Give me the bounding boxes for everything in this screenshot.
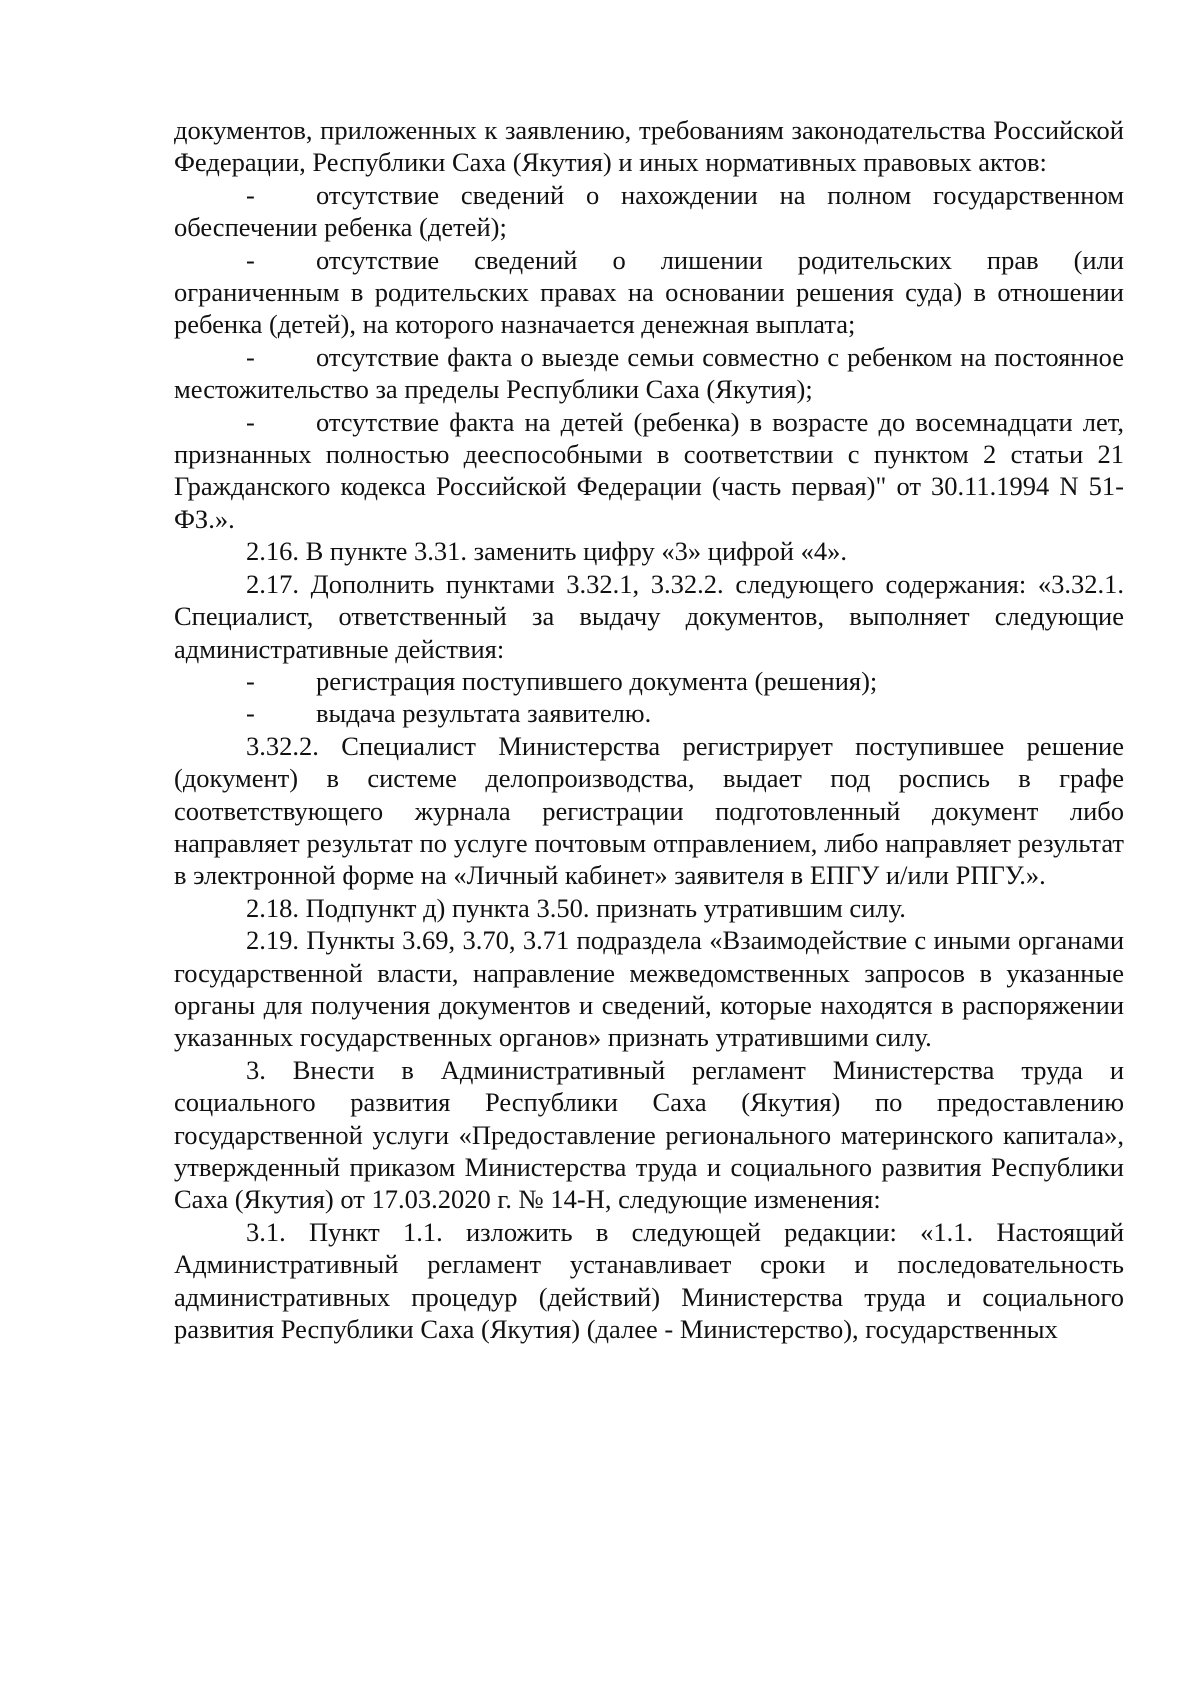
paragraph-3-32-2: 3.32.2. Специалист Министерства регистрирует поступившее решение (документ) в системе делопроизводства, выдает под роспись в графе соответствующего журнала регистрации подготовленный документ либо направляет результат по услуге почтовым отправлением, либо направляет результат в электронной форме на «Личный кабинет» заявителя в ЕПГУ и/или РПГУ.». — [174, 730, 1124, 891]
paragraph-3-1: 3.1. Пункт 1.1. изложить в следующей редакции: «1.1. Настоящий Административный регламент устанавливает сроки и последовательность административных процедур (действий) Министерства труда и социального развития Республики Саха (Якутия) (далее - Министерство), государственных — [174, 1216, 1124, 1345]
list-item-dash-6 — [174, 697, 1124, 729]
dash-marker: - — [246, 665, 255, 696]
paragraph-2-16: 2.16. В пункте 3.31. заменить цифру «3» цифрой «4». — [246, 536, 847, 567]
dash-marker: - — [246, 406, 255, 437]
list-item-dash-5 — [174, 665, 1124, 697]
paragraph-2-19: 2.19. Пункты 3.69, 3.70, 3.71 подраздела «Взаимодействие с иными органами государственной власти, направление межведомственных запросов в указанные органы для получения документов и сведений, которые находятся в распоряжении указанных государственных органов» признать утратившими силу. — [174, 925, 1124, 1053]
document-page — [174, 114, 1124, 1345]
list-item-text: регистрация поступившего документа (решения); — [316, 665, 878, 696]
paragraph-2-18: 2.18. Подпункт д) пункта 3.50. признать утратившим силу. — [246, 892, 906, 923]
list-item-dash-2 — [174, 244, 1124, 341]
paragraph-1: документов, приложенных к заявлению, требованиям законодательства Российской Федерации, Республики Саха (Якутия) и иных нормативных правовых актов: — [174, 115, 1124, 178]
list-item-text: выдача результата заявителю. — [316, 698, 652, 729]
list-item-dash-1 — [174, 179, 1124, 244]
dash-marker: - — [246, 341, 255, 372]
list-item-dash-4 — [174, 406, 1124, 536]
list-item-text: отсутствие факта на детей (ребенка) в возрасте до восемнадцати лет, признанных полностью дееспособными в соответствии с пунктом 2 статьи 21 Гражданского кодекса Российской Федерации (часть первая)" от 30.11.1994 N 51-ФЗ.». — [174, 406, 1124, 534]
dash-marker: - — [246, 698, 255, 729]
list-item-text: отсутствие сведений о лишении родительских прав (или ограниченным в родительских правах на основании решения суда) в отношении ребенка (детей), на которого назначается денежная выплата; — [174, 244, 1124, 340]
list-item-text: отсутствие сведений о нахождении на полном государственном обеспечении ребенка (детей); — [174, 179, 1124, 243]
paragraph-2-17: 2.17. Дополнить пунктами 3.32.1, 3.32.2. следующего содержания: «3.32.1. Специалист, ответственный за выдачу документов, выполняет следующие административные действия: — [174, 568, 1124, 664]
list-item-dash-3 — [174, 341, 1124, 406]
list-item-text: отсутствие факта о выезде семьи совместно с ребенком на постоянное местожительство за пределы Республики Саха (Якутия); — [174, 341, 1124, 405]
dash-marker: - — [246, 244, 255, 275]
paragraph-3: 3. Внести в Административный регламент Министерства труда и социального развития Республики Саха (Якутия) по предоставлению государственной услуги «Предоставление регионального материнского капитала», утвержденный приказом Министерства труда и социального развития Республики Саха (Якутия) от 17.03.2020 г. № 14-Н, следующие изменения: — [174, 1054, 1124, 1215]
dash-marker: - — [246, 179, 255, 210]
